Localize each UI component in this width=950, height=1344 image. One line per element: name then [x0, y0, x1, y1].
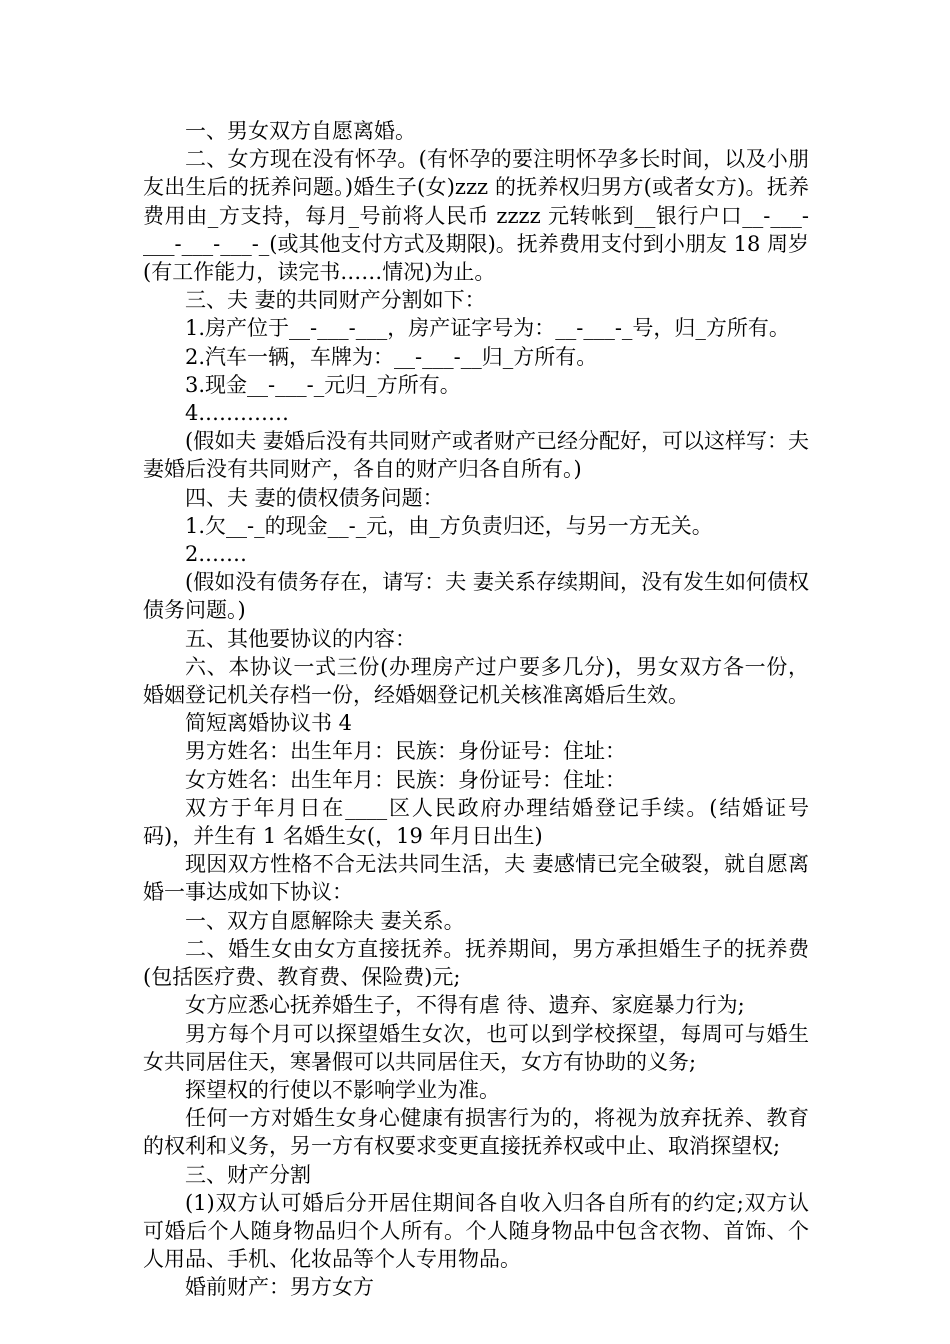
agreement-clause-3-property: 三、财产分割 [185, 1162, 311, 1187]
husband-info-line: 男方姓名：出生年月：民族：身份证号：住址： [185, 739, 626, 764]
property-item-cash: 3.现金__-___-_元归_方所有。 [185, 372, 461, 397]
agreement-clause-1: 一、双方自愿解除夫 妻关系。 [185, 908, 465, 933]
clause-5-other: 五、其他要协议的内容： [185, 626, 416, 651]
wife-info-line: 女方姓名：出生年月：民族：身份证号：住址： [185, 767, 626, 792]
divorce-reason-paragraph: 现因双方性格不合无法共同生活，夫 妻感情已完全破裂，就自愿离婚一事达成如下协议： [143, 852, 809, 905]
clause-2-pregnancy-and-custody: 二、女方现在没有怀孕。(有怀孕的要注明怀孕多长时间，以及小朋友出生后的抚养问题。)婚生子(女)zzz 的抚养权归男方(或者女方)。抚养费用由_方支持，每月_号前将人民币 zzzz 元转帐到__银行户口__-___-___-___-___-_(或其他支付方式及期限)。抚养费用支付到小朋友 18 周岁(有工作能力，读完书……情况)为止。 [143, 147, 809, 285]
property-note: (假如夫 妻婚后没有共同财产或者财产已经分配好，可以这样写：夫 妻婚后没有共同财产，各自的财产归各自所有。) [143, 429, 809, 482]
property-item-more: 4.………… [185, 401, 290, 426]
agreement-clause-2-custody: 二、婚生女由女方直接抚养。抚养期间，男方承担婚生子的抚养费(包括医疗费、教育费、保险费)元; [143, 936, 809, 990]
clause-1-voluntary-divorce: 一、男女双方自愿离婚。 [185, 119, 416, 143]
premarital-property-line: 婚前财产：男方女方 [185, 1275, 374, 1300]
clause-6-copies: 六、本协议一式三份(办理房产过户要多几分)，男女双方各一份，婚姻登记机关存档一份，经婚姻登记机关核准离婚后生效。 [143, 654, 809, 708]
debt-item-more: 2.…… [185, 542, 248, 567]
debt-note: (假如没有债务存在，请写：夫 妻关系存续期间，没有发生如何债权债务问题。) [143, 570, 809, 623]
clause-4-debts-heading: 四、夫 妻的债权债务问题： [185, 485, 444, 510]
clause-3-property-heading: 三、夫 妻的共同财产分割如下： [185, 288, 486, 313]
harm-clause-paragraph: 任何一方对婚生女身心健康有损害行为的，将视为放弃抚养、教育的权利和义务，另一方有权要求变更直接抚养权或中止、取消探望权; [143, 1106, 809, 1159]
marriage-registration-paragraph: 双方于年月日在____区人民政府办理结婚登记手续。(结婚证号码)，并生有 1 名婚生女(，19 年月日出生) [143, 795, 809, 849]
document-body [143, 117, 809, 1302]
property-split-item-1: (1)双方认可婚后分开居住期间各自收入归各自所有的约定;双方认可婚后个人随身物品归个人所有。个人随身物品中包含衣物、首饰、个人用品、手机、化妆品等个人专用物品。 [143, 1190, 809, 1272]
property-item-car: 2.汽车一辆，车牌为：__-___-__归_方所有。 [185, 344, 598, 369]
section-title-agreement-4: 简短离婚协议书 4 [185, 711, 353, 736]
property-item-house: 1.房产位于__-___-___，房产证字号为：__-___-_号，归_方所有。 [185, 316, 790, 341]
debt-item-1: 1.欠__-_的现金__-_元，由_方负责归还，与另一方无关。 [185, 513, 713, 538]
custody-duty-line: 女方应悉心抚养婚生子，不得有虐 待、遗弃、家庭暴力行为; [185, 993, 745, 1018]
visitation-limit-line: 探望权的行使以不影响学业为准。 [185, 1077, 500, 1102]
visitation-paragraph: 男方每个月可以探望婚生女次，也可以到学校探望，每周可与婚生女共同居住天，寒暑假可以共同居住天，女方有协助的义务; [143, 1021, 809, 1074]
